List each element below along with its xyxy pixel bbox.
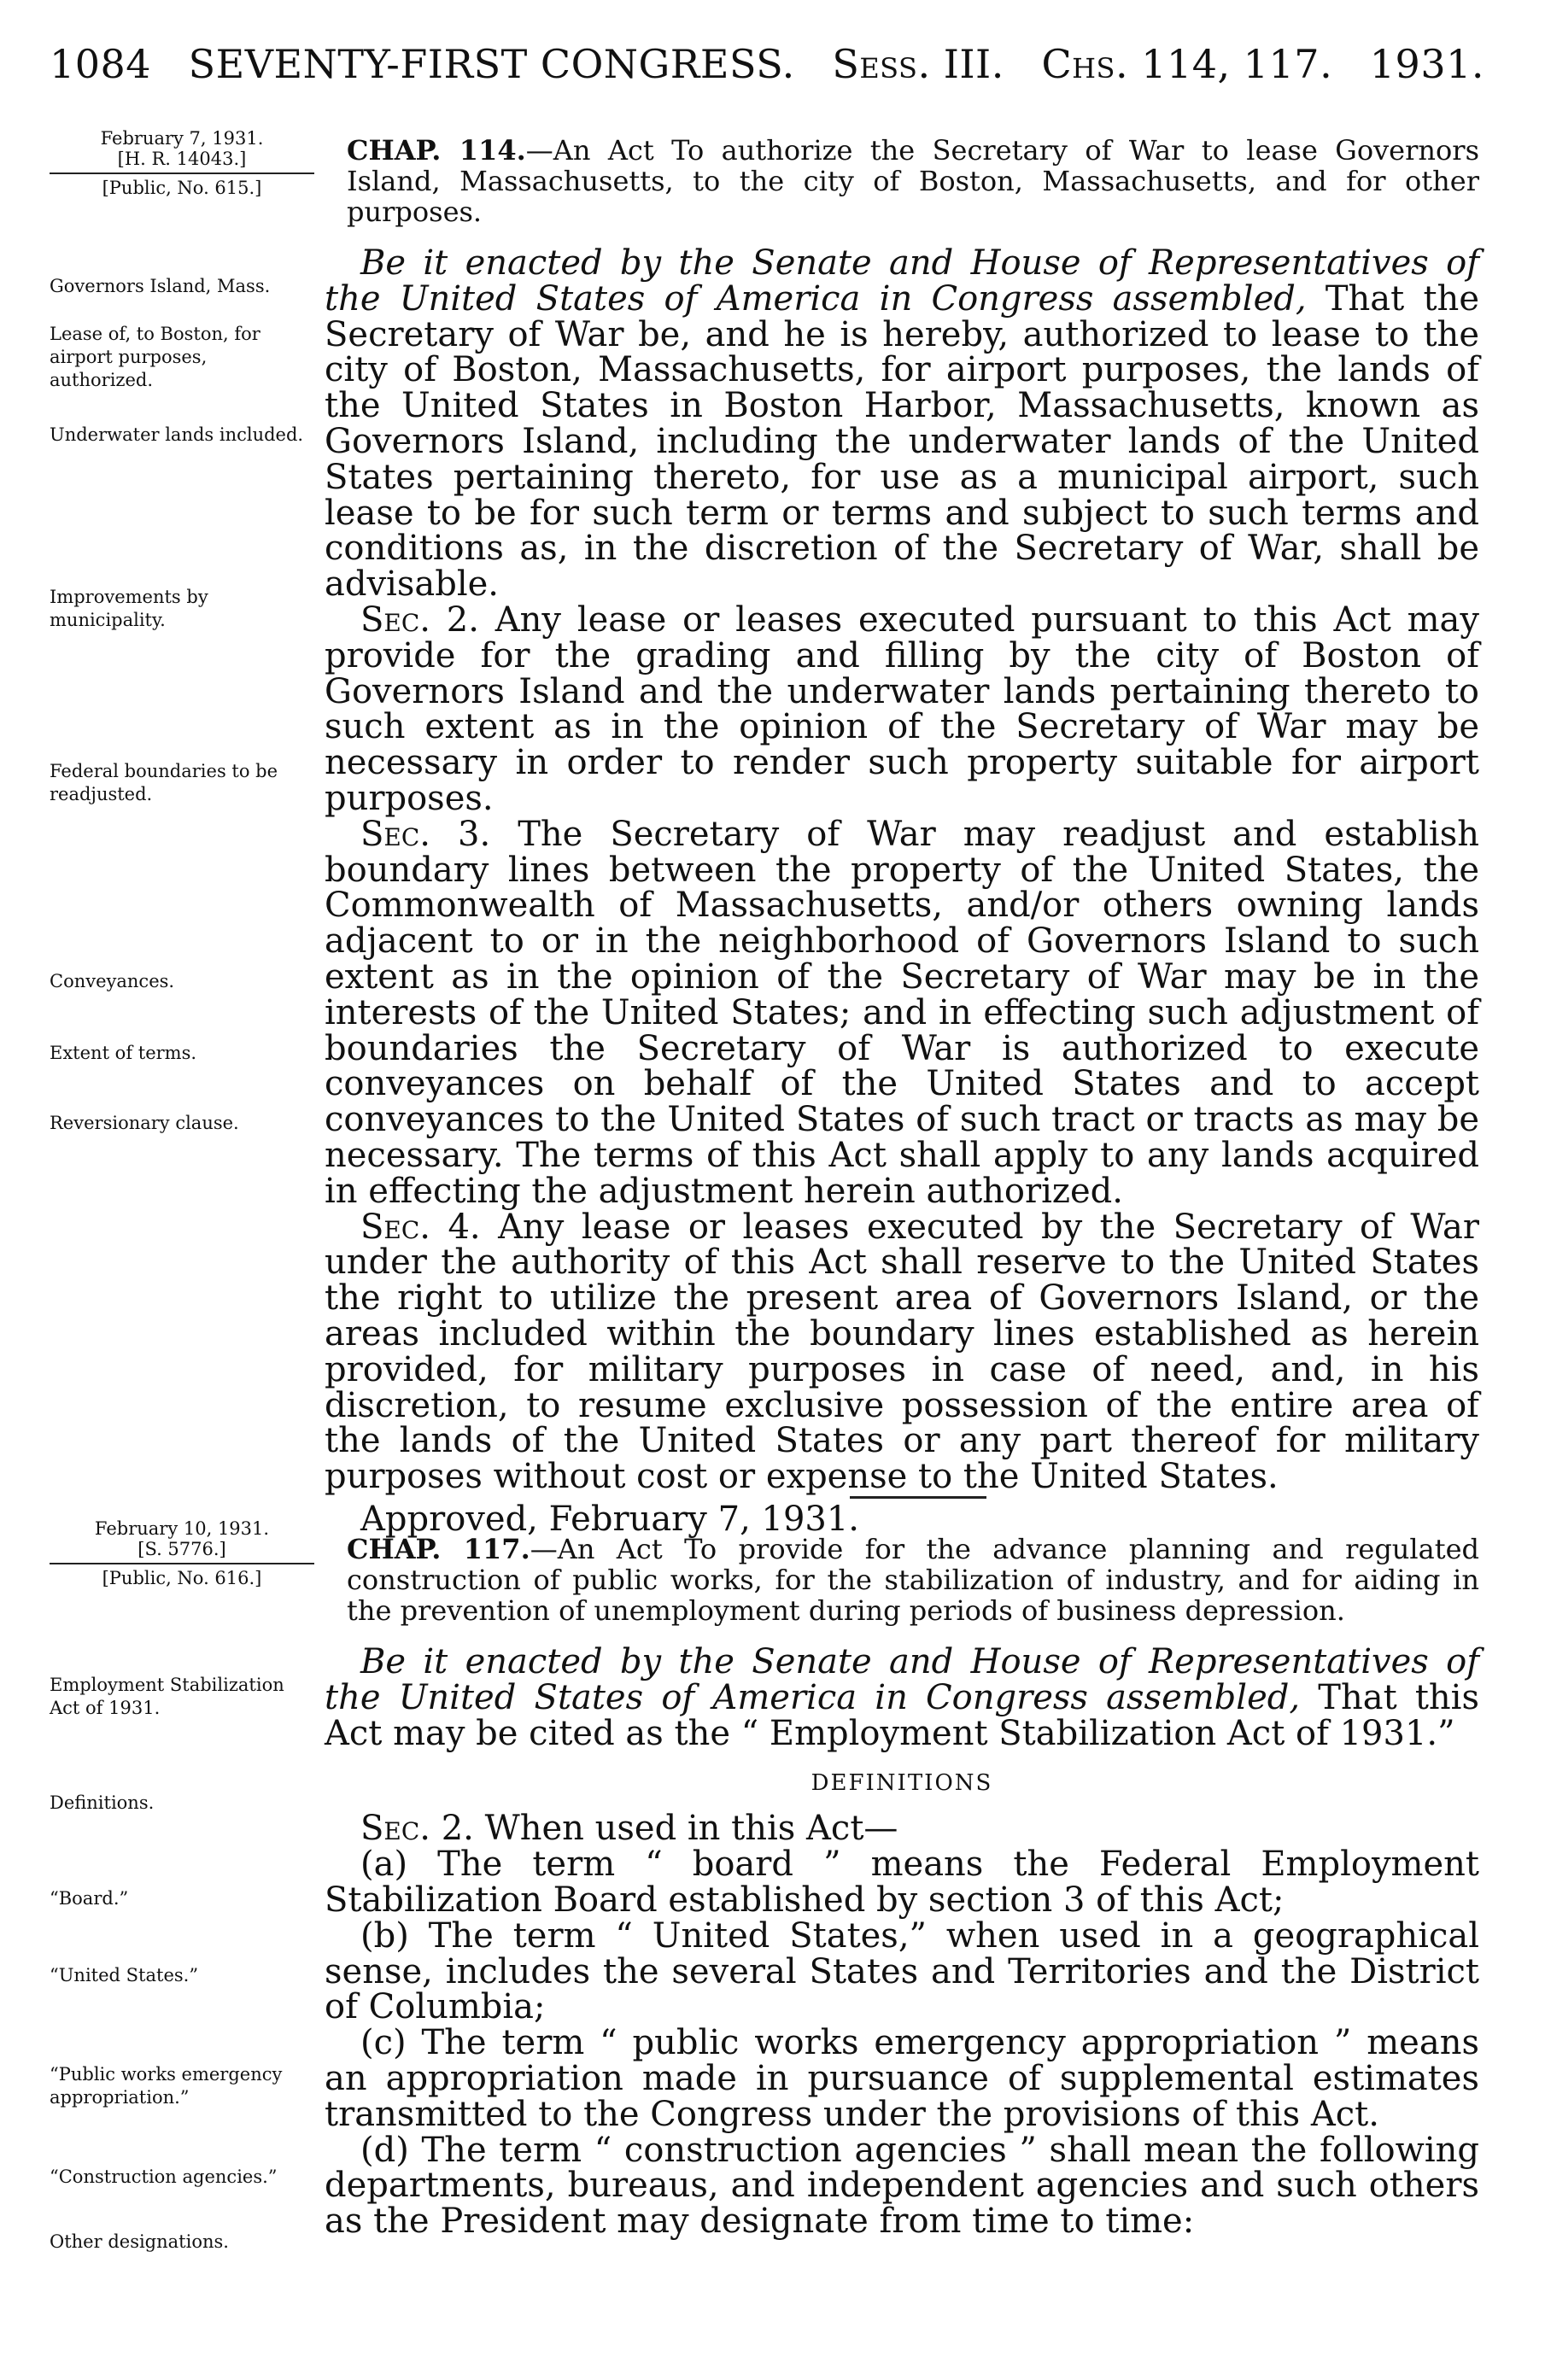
act2-public-law: [Public, No. 616.]	[102, 1568, 262, 1588]
margin-note-underwater: Underwater lands included.	[50, 424, 304, 445]
margin-note-extent: Extent of terms.	[50, 1043, 197, 1063]
act2-body	[325, 1534, 1479, 2240]
act2-date: February 10, 1931.	[94, 1518, 270, 1539]
act2-section-2	[325, 1811, 1479, 1847]
act2-chapter-heading	[325, 1534, 1479, 1626]
definition-item-a: (a) The term “ board ” means the Federal Employment Stabilization Board established by section 3 of this Act;	[325, 1845, 1479, 1920]
act1-section-4	[325, 1207, 1480, 1497]
definition-item-b: (b) The term “ United States,” when used in a geographical sense, includes the several States and Territories and the District of Columbia;	[325, 1915, 1479, 2027]
act1-body	[325, 135, 1479, 1538]
act2-citation-rule	[50, 1563, 314, 1564]
definition-item-c: (c) The term “ public works emergency appropriation ” means an appropriation made in pursuance of supplemental estimates transmitted to the Congress under the provisions of this Act.	[325, 2023, 1479, 2134]
act2-sec1-text: That this Act may be cited as the “ Employment Stabilization Act of 1931.”	[325, 1677, 1480, 1753]
margin-note-board: “Board.”	[50, 1888, 129, 1909]
running-head	[50, 41, 1484, 87]
act-separator-rule	[850, 1496, 986, 1499]
act1-public-law: [Public, No. 615.]	[102, 178, 262, 198]
act2-section-1	[325, 1642, 1480, 1753]
act1-chap-label: CHAP. 114.	[347, 134, 526, 167]
chapters-label: Chs. 114, 117.	[1041, 41, 1333, 87]
act1-section-2	[325, 599, 1480, 818]
act1-enacting-clause: Be it enacted by the Senate and House of Representatives of the United States of America in Congress assembled,	[325, 243, 1479, 319]
act2-chap-label: CHAP. 117.	[347, 1533, 530, 1565]
act2-sec2-label: Sec. 2.	[360, 1809, 474, 1849]
margin-note-conveyances: Conveyances.	[50, 971, 175, 991]
act1-date: February 7, 1931.	[100, 128, 264, 149]
act1-section-3	[325, 814, 1480, 1211]
act1-sec2-label: Sec. 2.	[360, 599, 479, 640]
act1-citation-rule	[50, 173, 314, 174]
margin-note-reversionary: Reversionary clause.	[50, 1113, 239, 1133]
act1-citation	[50, 128, 314, 198]
congress-title: SEVENTY-FIRST CONGRESS.	[188, 41, 795, 87]
margin-note-governors-island: Governors Island, Mass.	[50, 276, 271, 296]
act1-bill: [H. R. 14043.]	[117, 149, 247, 169]
act1-chap-title: —An Act To authorize the Secretary of War to lease Governors Island, Massachusetts, to the city of Boston, Massachusetts, and for other purposes.	[347, 134, 1480, 228]
act2-enacting-clause: Be it enacted by the Senate and House of Representatives of the United States of America in Congress assembled,	[325, 1642, 1479, 1717]
act1-sec3-text: The Secretary of War may readjust and establish boundary lines between the property of the United States, the Commonwealth of Massachusetts, and/or others owning lands adjacent to or in the neighborhood of Governors Island to such extent as in the opinion of the Secretary of War may be in the interests of the United States; and in effecting such adjustment of boundaries the Secretary of War is authorized to execute conveyances on behalf of the United States and to accept conveyances to the United States of such tract or tracts as may be necessary. The terms of this Act shall apply to any lands acquired in effecting the adjustment herein authorized.	[325, 814, 1480, 1211]
margin-note-federal-boundaries: Federal boundaries to be readjusted.	[50, 761, 278, 804]
margin-note-public-works: “Public works emergency appropriation.”	[50, 2064, 283, 2108]
margin-note-united-states: “United States.”	[50, 1965, 199, 1985]
page-number: 1084	[50, 41, 152, 87]
margin-note-lease: Lease of, to Boston, for airport purposes, authorized.	[50, 324, 260, 390]
definitions-heading: DEFINITIONS	[811, 1770, 993, 1797]
act2-citation	[50, 1518, 314, 1588]
margin-note-definitions: Definitions.	[50, 1792, 155, 1813]
definition-item-d: (d) The term “ construction agencies ” shall mean the following departments, bureaus, and independent agencies and such others as the President may designate from time to time:	[325, 2130, 1479, 2242]
margin-note-other: Other designations.	[50, 2231, 229, 2252]
act1-sec1-text: That the Secretary of War be, and he is hereby, authorized to lease to the city of Boston, Massachusetts, for airport purposes, the lands of the United States in Boston Harbor, Massachusetts, known as Governors Island, including the underwater lands of the United States pertaining thereto, for use as a municipal airport, such lease to be for such term or terms and subject to such terms and conditions as, in the discretion of the Secretary of War, shall be advisable.	[325, 278, 1479, 605]
margin-note-employment: Employment Stabilization Act of 1931.	[50, 1675, 284, 1718]
act2-chap-title: —An Act To provide for the advance planning and regulated construction of public works, for the stabilization of industry, and for aiding in the prevention of unemployment during periods of business depression.	[347, 1533, 1480, 1627]
act1-sec4-label: Sec. 4.	[360, 1207, 481, 1247]
act1-sec3-label: Sec. 3.	[360, 814, 491, 854]
act2-bill: [S. 5776.]	[138, 1539, 226, 1559]
act2-sec2-intro: When used in this Act—	[484, 1809, 898, 1849]
margin-note-construction: “Construction agencies.”	[50, 2167, 278, 2187]
act1-sec4-text: Any lease or leases executed by the Secretary of War under the authority of this Act shall reserve to the United States the right to utilize the present area of Governors Island, or the areas included within the boundary lines established as herein provided, for military purposes in case of need, and, in his discretion, to resume exclusive possession of the entire area of the lands of the United States or any part thereof for military purposes without cost or expense to the United States.	[325, 1207, 1480, 1497]
session-label: Sess. III.	[832, 41, 1004, 87]
margin-note-improvements: Improvements by municipality.	[50, 587, 208, 630]
year-label: 1931.	[1369, 41, 1484, 87]
act1-sec2-text: Any lease or leases executed pursuant to this Act may provide for the grading and filling by the city of Boston of Governors Island and the underwater lands pertaining thereto to such extent as in the opinion of the Secretary of War may be necessary in order to render such property suitable for airport purposes.	[325, 599, 1480, 818]
act1-chapter-heading	[325, 135, 1479, 227]
act1-approved: Approved, February 7, 1931.	[360, 1499, 860, 1539]
act1-section-1	[325, 243, 1479, 605]
